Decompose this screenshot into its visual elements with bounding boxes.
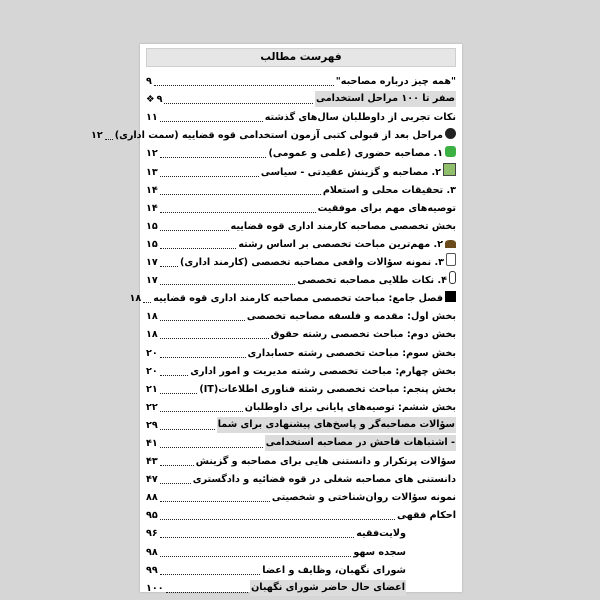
toc-entry-text: ۲. مهم‌ترین مباحث تخصصی بر اساس رشته [238,238,443,250]
toc-entry-title [196,455,456,469]
toc-entry-text: ۳. تحقیقات محلی و استعلام [322,184,456,196]
scroll-icon [446,253,456,266]
toc-page-number [146,473,158,487]
page-number-text: ۱۳ [146,166,158,178]
page-number-text: ۲۱ [146,383,158,395]
page-number-text: ۴۱ [146,437,158,449]
toc-entry[interactable] [146,143,456,161]
toc-entry-title [180,253,456,270]
dot-leader [143,302,151,303]
page-number-text: ۲۰ [146,347,158,359]
toc-entry-title [268,146,456,161]
page-number-text: ۱۴ [146,202,158,214]
dot-leader [160,338,269,339]
toc-entry[interactable] [146,180,456,198]
toc-entry-title [199,383,456,397]
page-number-text: ۱۵ [146,220,158,232]
toc-entry-title [190,365,456,379]
dot-leader [160,357,246,358]
dot-leader [160,447,263,448]
dot-leader [160,121,263,122]
toc-entry-text: ۴. نکات طلایی مصاحبه تخصصی [297,275,447,287]
toc-entry-text: نمونه سؤالات روان‌شناختی و شخصیتی [271,492,456,504]
toc-entry-title [315,91,456,107]
toc-page-number [146,491,158,505]
toc-entry[interactable] [146,415,456,433]
table-of-contents [90,48,456,596]
dot-leader [160,266,178,267]
toc-entry[interactable] [90,125,456,143]
toc-entry[interactable] [146,541,456,559]
toc-entry-title [247,310,456,324]
document-page [90,44,462,594]
page-number-text: ۱۸ [146,329,158,341]
page-number-text: ۱۸ [146,311,158,323]
dot-leader [160,556,352,557]
toc-entry-text: فصل جامع: مباحث تخصصی مصاحبه کارمند اداری قوه قضاییه [153,293,443,305]
toc-entry-title [245,401,456,415]
toc-entry-text: - اشتباهات فاحش در مصاحبه استخدامی [265,436,455,448]
page-number-text: ۱۷ [146,275,158,287]
toc-page-number [146,111,158,125]
page-number-text: ۱۷ [146,257,158,269]
toc-page-number [146,509,158,523]
toc-page-number [146,383,158,397]
toc-page-number [146,564,158,578]
toc-entry-title [153,291,456,306]
toc-page-number [146,401,158,415]
toc-entry-text: ۲. مصاحبه و گزینش عقیدتی - سیاسی [260,166,441,178]
cap-icon [445,240,456,248]
toc-entry-title [231,220,456,234]
toc-entry-text: سؤالات پرتکرار و دانستنی هایی برای مصاحبه و گزینش [195,456,456,468]
toc-entry-text: شورای نگهبان، وظایف و اعضا [262,564,406,576]
toc-entry[interactable] [146,216,456,234]
page-number-text: ۲۲ [146,401,158,413]
toc-entry[interactable] [146,252,456,270]
toc-entry-text: بخش پنجم: مباحث تخصصی رشته فناوری اطلاعات(IT) [199,383,456,395]
toc-page-number [146,328,158,342]
clip-icon [449,271,456,284]
toc-entry[interactable] [146,433,456,451]
toc-entry[interactable] [146,89,456,107]
toc-entry-title [193,473,456,487]
toc-entry[interactable] [146,161,456,179]
toc-page-number [91,129,103,143]
toc-entry-title [217,417,456,433]
page-number-text: ۹ [156,94,163,106]
toc-entry-title [271,328,456,342]
toc-page-number [146,582,164,596]
toc-entry-text: بخش چهارم: مباحث تخصصی رشته مدیریت و امور اداری [190,365,456,377]
page-number-text: ۲۰ [146,365,158,377]
toc-entry[interactable] [146,198,456,216]
toc-entry[interactable] [146,469,456,487]
toc-page-number [146,455,158,469]
page-number-text: ۱۲ [90,130,103,142]
toc-page-number [146,93,162,107]
dot-leader [160,248,237,249]
toc-page-number [146,147,158,161]
dot-leader [160,393,198,394]
page-number-text: ۹۵ [146,510,158,522]
toc-entry-text: بخش سوم: مباحث تخصصی رشته حسابداری [247,347,456,359]
dot-leader [105,139,113,140]
dot-leader [160,157,267,158]
toc-entry-title [336,75,456,89]
dot-leader [160,411,243,412]
page-number-text: ۲۹ [146,419,158,431]
dot-leader [160,320,245,321]
toc-page-number [146,166,158,180]
dot-leader [160,429,215,430]
toc-entry-text: اعضای حال حاضر شورای نگهبان [251,581,405,593]
page-number-text: ۴۷ [146,474,158,486]
dot-leader [166,592,249,593]
page-number-text: ۹ [146,76,152,88]
toc-entry[interactable] [129,288,456,306]
toc-entry-text: "همه چیز درباره مصاحبه" [335,76,456,88]
toc-page-number [146,274,158,288]
toc-page-number [130,292,142,306]
dot-leader [160,375,189,376]
toc-entry-text: ولایت‌فقیه [356,528,406,540]
toc-entry[interactable] [146,361,456,379]
dot-leader [160,212,316,213]
toc-page-number [146,437,158,451]
dot-leader [160,483,191,484]
toc-entry-title [356,527,406,541]
toc-page-number [146,527,158,541]
toc-entry[interactable] [146,71,456,89]
toc-entry-title [262,564,406,578]
toc-entry-text: دانستنی های مصاحبه شغلی در قوه قضائیه و دادگستری [192,474,456,486]
toc-entry-text: بخش تخصصی مصاحبه کارمند اداری قوه قضاییه [230,220,456,232]
toc-entry[interactable] [146,270,456,288]
toc-entry-text: سؤالات مصاحبه‌گر و پاسخ‌های پیشنهادی برای شما [217,418,455,430]
toc-entry-title [265,435,456,451]
toc-entry-text: توصیه‌های مهم برای موفقیت [317,202,456,214]
square-icon [445,291,456,302]
dot-leader [160,519,395,520]
toc-page-number [146,310,158,324]
toc-entry-title [397,509,456,523]
toc-entry-text: صفر تا ۱۰۰ مراحل استخدامی [316,93,455,105]
toc-entry-title [318,202,456,216]
toc-page-number [146,256,158,270]
toc-entry-text: ۱. مصاحبه حضوری (علمی و عمومی) [268,148,443,160]
toc-entry[interactable] [146,397,456,415]
toc-entry-title [265,111,456,125]
toc-page-number [146,220,158,234]
skull-icon [445,128,456,139]
dot-leader [160,284,296,285]
toc-entry-title [323,184,456,198]
toc-entry-text: سجده سهو [353,546,406,558]
toc-entry-text: بخش اول: مقدمه و فلسفه مصاحبه تخصصی [246,311,456,323]
page-number-text: ۱۰۰ [146,582,164,594]
toc-page-number [146,238,158,252]
page-number-text: ۱۲ [146,148,158,160]
page-number-text: ۱۱ [146,112,158,124]
page-number-text: ۴۳ [146,456,158,468]
dot-leader [160,501,270,502]
toc-entry[interactable] [146,324,456,342]
diamond-icon: ❖ [146,94,155,106]
toc-entry[interactable] [146,523,456,541]
puzzle-icon [445,146,456,157]
toc-entry[interactable] [146,505,456,523]
toc-entry-title [261,163,456,180]
toc-entry-title [353,546,406,560]
toc-page-number [146,347,158,361]
page-number-text: ۹۹ [146,564,158,576]
house-icon [443,163,456,176]
toc-page-number [146,75,152,89]
toc-entry-title [272,491,456,505]
toc-page-number [146,365,158,379]
dot-leader [160,176,259,177]
dot-leader [160,194,321,195]
toc-entry-title [238,238,456,252]
toc-entry-text: مراحل بعد از قبولی کتبی آزمون استخدامی قوه قضاییه (سمت اداری) [114,130,443,142]
toc-entry-title [248,347,456,361]
page-number-text: ۸۸ [146,492,158,504]
page-number-text: ۱۸ [129,293,142,305]
toc-entry[interactable] [146,306,456,324]
dot-leader [160,574,261,575]
page-number-text: ۹۸ [146,546,158,558]
toc-entry-title [115,128,456,143]
dot-leader [160,465,194,466]
toc-entry[interactable] [146,107,456,125]
toc-entry-title [250,580,406,596]
toc-entry[interactable] [146,234,456,252]
toc-entry-text: ۳. نمونه سؤالات واقعی مصاحبه تخصصی (کارمند اداری) [180,257,444,269]
toc-entry[interactable] [146,578,456,596]
dot-leader [164,103,313,104]
toc-page-number [146,419,158,433]
toc-entry-text: بخش ششم: توصیه‌های پایانی برای داوطلبان [244,401,456,413]
toc-page-number [146,184,158,198]
dot-leader [160,537,354,538]
dot-leader [154,85,334,86]
toc-page-number [146,202,158,216]
page-number-text: ۱۵ [146,238,158,250]
page-number-text: ۹۶ [146,528,158,540]
toc-entries [90,71,456,596]
toc-entry-text: نکات تجربی از داوطلبان سال‌های گذشته [264,112,456,124]
toc-entry-title [297,271,456,288]
page-number-text: ۱۴ [146,184,158,196]
toc-entry[interactable] [146,487,456,505]
toc-entry[interactable] [146,342,456,360]
toc-entry[interactable] [146,560,456,578]
toc-entry-text: بخش دوم: مباحث تخصصی رشته حقوق [270,329,456,341]
toc-entry[interactable] [146,451,456,469]
toc-page-number [146,546,158,560]
toc-entry-text: احکام فقهی [397,510,456,522]
toc-entry[interactable] [146,379,456,397]
toc-title: فهرست مطالب [146,48,456,67]
dot-leader [160,230,229,231]
